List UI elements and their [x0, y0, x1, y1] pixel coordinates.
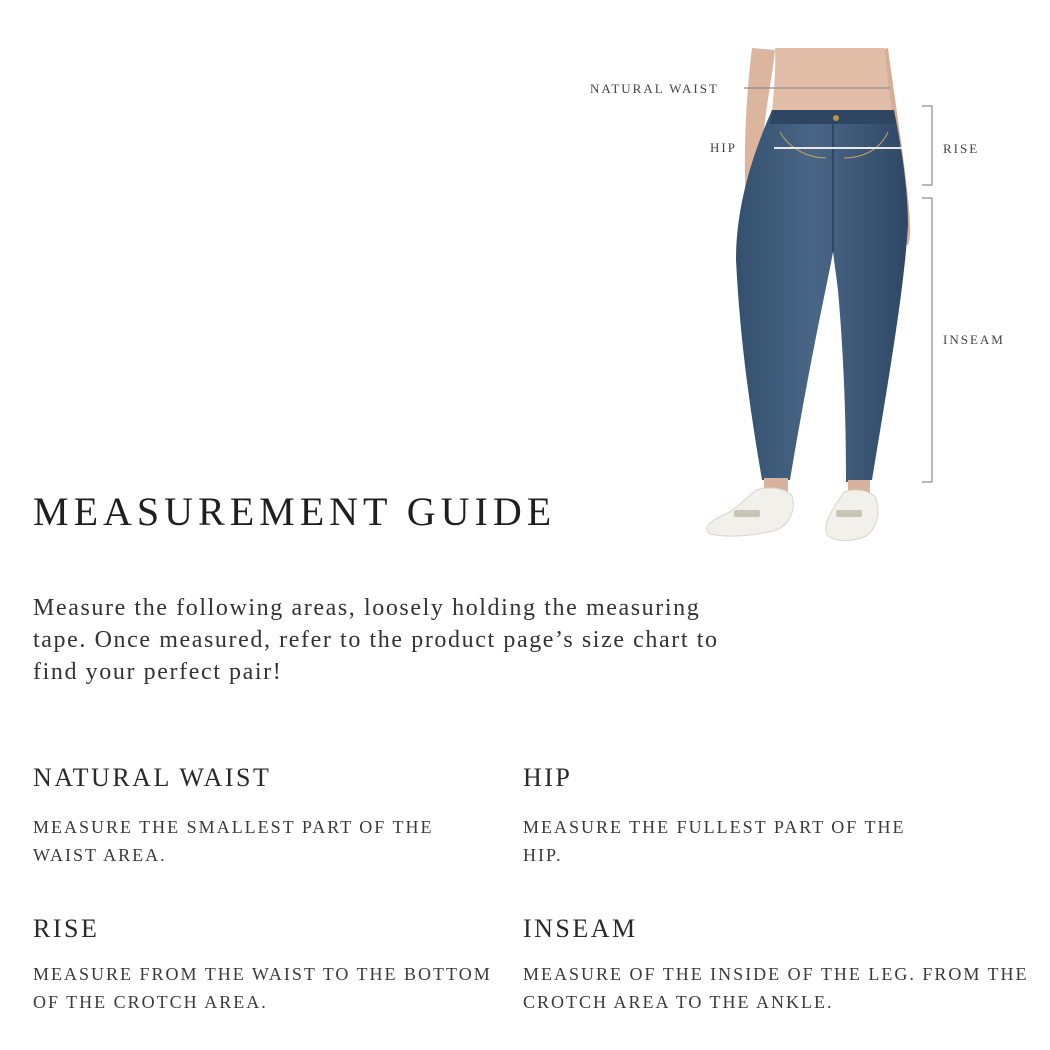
jeans-button — [833, 115, 839, 121]
rise-bracket — [922, 106, 932, 185]
hip-description: MEASURE THE FULLEST PART OF THE HIP. — [523, 817, 906, 865]
natural-waist-heading: NATURAL WAIST — [33, 763, 272, 792]
torso — [772, 48, 892, 112]
waistband — [770, 110, 896, 124]
natural-waist-label: NATURAL WAIST — [590, 81, 719, 96]
rise-description: MEASURE FROM THE WAIST TO THE BOTTOM OF THE CROTCH AREA. — [33, 964, 492, 1012]
right-shoe-buckle — [836, 510, 862, 517]
natural-waist-description: MEASURE THE SMALLEST PART OF THE WAIST AREA. — [33, 817, 434, 865]
inseam-heading: INSEAM — [523, 914, 638, 943]
rise-heading: RISE — [33, 914, 100, 943]
inseam-label: INSEAM — [943, 332, 1005, 347]
rise-label: RISE — [943, 141, 980, 156]
hip-heading: HIP — [523, 763, 573, 792]
jeans-model-illustration — [640, 40, 1050, 560]
inseam-description: MEASURE OF THE INSIDE OF THE LEG. FROM THE CROTCH AREA TO THE ANKLE. — [523, 964, 1029, 1012]
page-title: MEASUREMENT GUIDE — [33, 489, 557, 534]
intro-paragraph: Measure the following areas, loosely holding the measuring tape. Once measured, refer to the product page’s size chart to find your perfect pair! — [33, 595, 719, 685]
jeans — [736, 110, 908, 482]
left-shoe-buckle — [734, 510, 760, 517]
jeans-model-figure — [590, 40, 1050, 560]
inseam-bracket — [922, 198, 932, 482]
hip-label: HIP — [710, 140, 737, 155]
